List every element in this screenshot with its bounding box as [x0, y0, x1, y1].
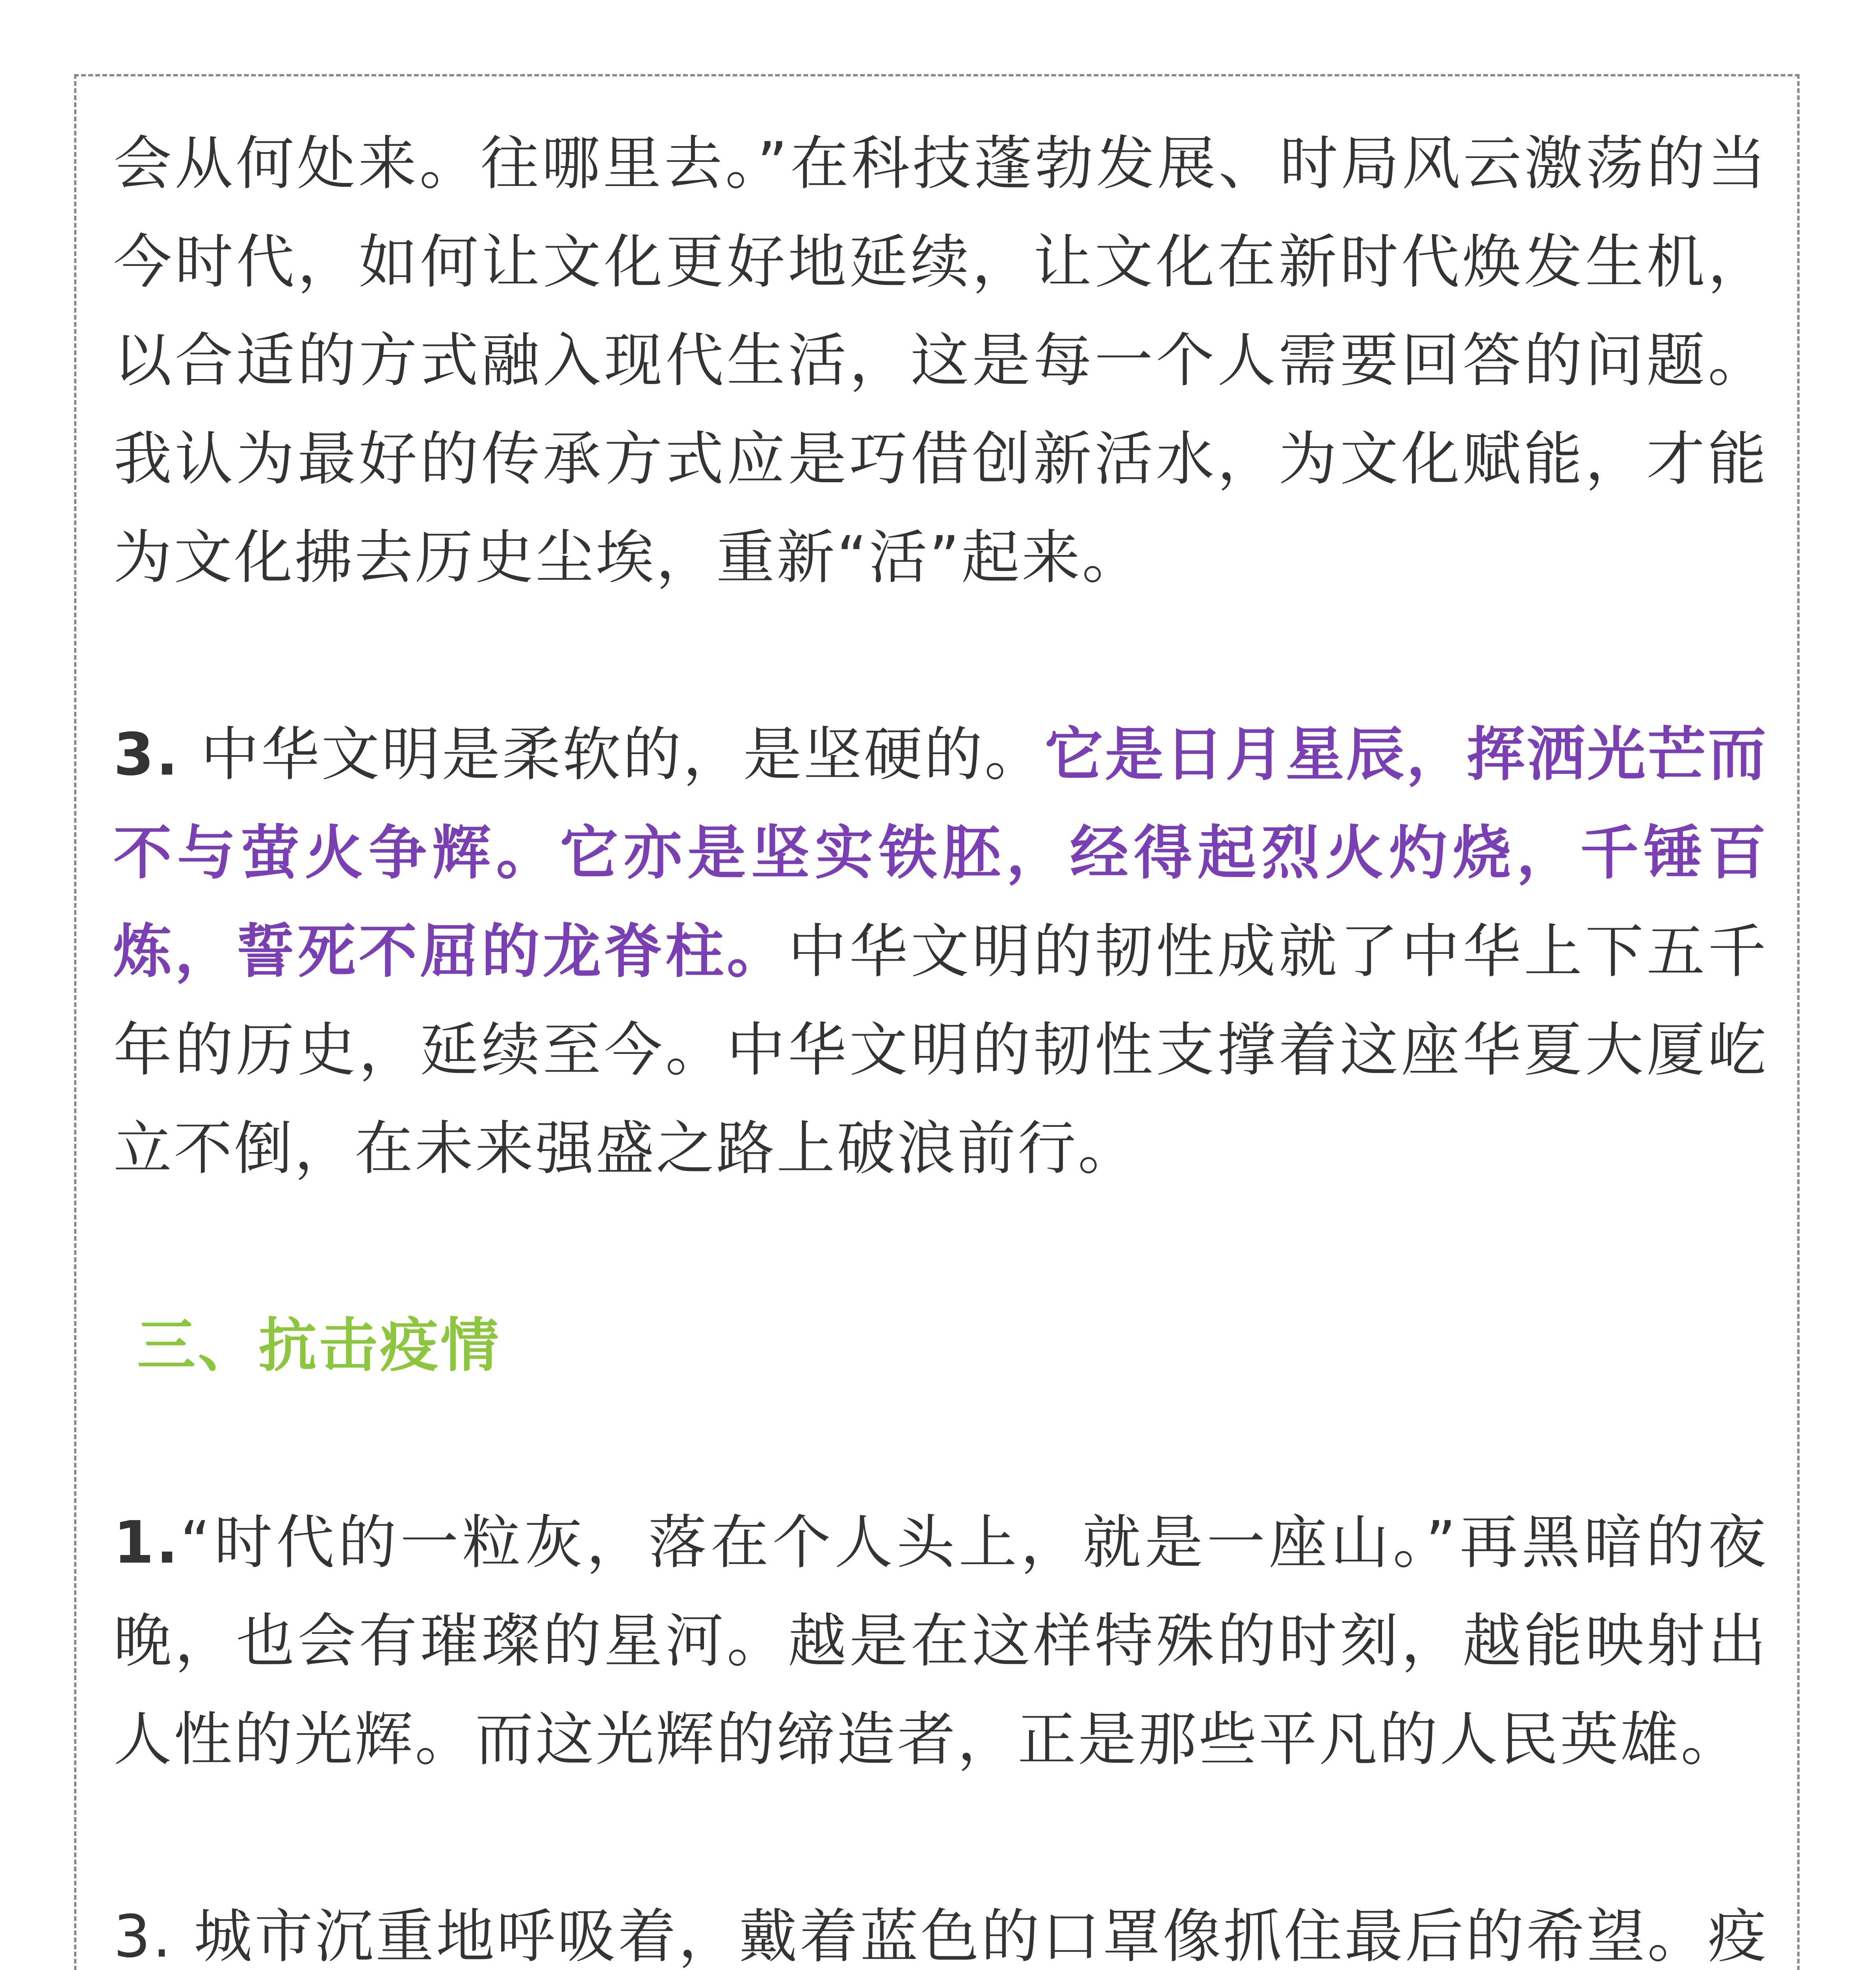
paragraph-culture-continuation: [113, 114, 1768, 607]
paragraph-spacer: [113, 1198, 1768, 1296]
highlighted-text: 它是日月星辰，挥洒光芒而不与萤火争辉。它亦是坚实铁胚，经得起烈火灼烧，千锤百炼，誓死不屈的龙脊柱。: [113, 721, 1768, 985]
paragraph-text: 3. 城市沉重地呼吸着，戴着蓝色的口罩像抓住最后的希望。疫: [113, 1903, 1768, 1970]
paragraph-spacer: [113, 1789, 1768, 1887]
paragraph-city-epidemic: [113, 1887, 1768, 1970]
paragraph-spacer: [113, 1395, 1768, 1493]
paragraph-spacer: [113, 607, 1768, 705]
item-number: 1.: [113, 1509, 180, 1576]
article-body: [113, 114, 1768, 1970]
paragraph-text: “时代的一粒灰，落在个人头上，就是一座山。”再黑暗的夜晚，也会有璀璨的星河。越是在这样特殊的时刻，越能映射出人性的光辉。而这光辉的缔造者，正是那些平凡的人民英雄。: [113, 1509, 1768, 1773]
paragraph-ordinary-heroes: [113, 1493, 1768, 1789]
section-heading: 三、抗击疫情: [137, 1312, 501, 1379]
paragraph-text: 中华文明是柔软的，是坚硬的。: [180, 721, 1045, 788]
paragraph-text: 会从何处来。往哪里去。”在科技蓬勃发展、时局风云激荡的当今时代，如何让文化更好地延续，让文化在新时代焕发生机，以合适的方式融入现代生活，这是每一个人需要回答的问题。我认为最好的传承方式应是巧借创新活水，为文化赋能，才能为文化拂去历史尘埃，重新“活”起来。: [113, 130, 1768, 591]
paragraph-text: 中华文明的韧性成就了中华上下五千年的历史，延续至今。中华文明的韧性支撑着这座华夏大厦屹立不倒，在未来强盛之路上破浪前行。: [113, 918, 1768, 1182]
item-number: 3.: [113, 721, 180, 788]
paragraph-civilization-resilience: [113, 705, 1768, 1198]
